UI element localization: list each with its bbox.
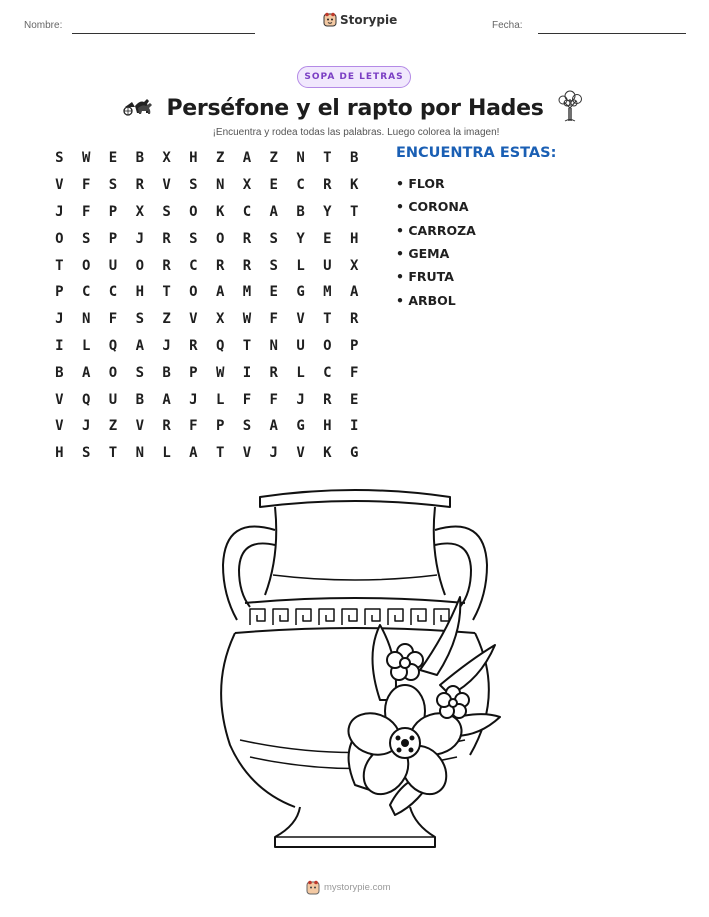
- vase-illustration: [205, 485, 505, 865]
- grid-letter: S: [162, 203, 171, 220]
- grid-letter: N: [269, 337, 278, 354]
- grid-letter: T: [162, 284, 171, 301]
- grid-letter: V: [55, 418, 64, 435]
- grid-letter: V: [135, 418, 144, 435]
- grid-letter: V: [55, 177, 64, 194]
- grid-letter: R: [242, 257, 252, 274]
- grid-letter: S: [269, 230, 278, 247]
- grid-letter: A: [135, 337, 144, 354]
- word-search-grid: [46, 145, 366, 467]
- grid-letter: V: [242, 445, 252, 462]
- grid-letter: A: [349, 284, 359, 301]
- grid-letter: O: [323, 337, 332, 354]
- grid-letter: C: [296, 177, 305, 194]
- grid-letter: E: [269, 284, 278, 301]
- grid-letter: T: [349, 203, 359, 220]
- tree-icon: [554, 90, 586, 122]
- grid-letter: T: [323, 311, 332, 328]
- grid-letter: O: [55, 230, 64, 247]
- grid-letter: R: [323, 177, 332, 194]
- grid-letter: R: [323, 391, 332, 408]
- grid-letter: H: [135, 284, 144, 301]
- grid-letter: F: [81, 203, 91, 220]
- grid-letter: S: [135, 311, 144, 328]
- grid-letter: V: [296, 311, 305, 328]
- grid-letter: R: [215, 257, 225, 274]
- grid-letter: O: [135, 257, 144, 274]
- grid-letter: J: [189, 391, 198, 408]
- grid-letter: K: [323, 445, 332, 462]
- grid-letter: N: [135, 445, 144, 462]
- name-line: [72, 33, 255, 34]
- grid-letter: R: [349, 311, 359, 328]
- grid-letter: R: [135, 177, 144, 194]
- grid-letter: O: [215, 230, 225, 247]
- grid-letter: G: [349, 445, 359, 462]
- grid-letter: C: [242, 203, 252, 220]
- grid-letter: E: [108, 150, 118, 167]
- grid-letter: U: [296, 337, 305, 354]
- grid-letter: G: [296, 284, 305, 301]
- grid-letter: X: [242, 177, 252, 194]
- storypie-logo-icon: [306, 880, 320, 895]
- grid-letter: F: [81, 177, 91, 194]
- grid-letter: R: [269, 364, 278, 381]
- grid-letter: B: [162, 364, 171, 381]
- grid-letter: B: [135, 150, 144, 167]
- grid-letter: Y: [296, 230, 305, 247]
- instructions-text: ¡Encuentra y rodea todas las palabras. Luego colorea la imagen!: [212, 127, 500, 138]
- grid-letter: W: [242, 311, 252, 328]
- grid-letter: L: [81, 337, 91, 354]
- grid-letter: F: [269, 311, 278, 328]
- grid-letter: H: [189, 150, 198, 167]
- word-list: [396, 172, 476, 312]
- grid-letter: O: [108, 364, 118, 381]
- chariot-icon: [122, 96, 154, 116]
- grid-letter: L: [296, 257, 305, 274]
- grid-letter: V: [162, 177, 171, 194]
- grid-letter: B: [296, 203, 305, 220]
- grid-letter: Z: [269, 150, 278, 167]
- grid-letter: P: [189, 364, 198, 381]
- grid-letter: V: [296, 445, 305, 462]
- grid-letter: W: [215, 364, 225, 381]
- grid-letter: S: [269, 257, 278, 274]
- grid-letter: C: [189, 257, 198, 274]
- grid-letter: Q: [81, 391, 91, 408]
- grid-letter: Q: [108, 337, 118, 354]
- grid-letter: P: [215, 418, 225, 435]
- grid-letter: T: [323, 150, 332, 167]
- grid-letter: P: [108, 203, 118, 220]
- grid-letter: S: [135, 364, 144, 381]
- grid-letter: X: [349, 257, 359, 274]
- grid-letter: S: [81, 230, 91, 247]
- grid-letter: O: [81, 257, 91, 274]
- grid-letter: A: [215, 284, 225, 301]
- grid-letter: F: [269, 391, 278, 408]
- grid-letter: P: [55, 284, 64, 301]
- grid-letter: S: [81, 445, 91, 462]
- grid-letter: I: [55, 337, 64, 354]
- grid-letter: B: [55, 364, 64, 381]
- grid-letter: T: [242, 337, 252, 354]
- word-item: • CARROZA: [396, 222, 476, 238]
- grid-letter: U: [108, 391, 118, 408]
- grid-letter: J: [55, 203, 64, 220]
- grid-letter: R: [162, 230, 171, 247]
- grid-letter: J: [296, 391, 305, 408]
- grid-letter: H: [323, 418, 332, 435]
- grid-letter: W: [81, 150, 91, 167]
- grid-letter: X: [162, 150, 171, 167]
- grid-letter: L: [215, 391, 225, 408]
- grid-letter: S: [108, 177, 118, 194]
- grid-letter: K: [215, 203, 225, 220]
- grid-letter: A: [81, 364, 91, 381]
- word-item: • CORONA: [396, 199, 469, 215]
- grid-letter: M: [323, 284, 332, 301]
- grid-letter: L: [162, 445, 171, 462]
- footer-url: mystorypie.com: [324, 882, 391, 893]
- grid-letter: Y: [323, 203, 332, 220]
- word-item: • GEMA: [396, 246, 450, 262]
- word-item: • FRUTA: [396, 269, 454, 285]
- name-label: Nombre:: [24, 20, 63, 31]
- grid-letter: G: [296, 418, 305, 435]
- grid-letter: S: [55, 150, 64, 167]
- grid-letter: C: [81, 284, 91, 301]
- grid-letter: I: [242, 364, 252, 381]
- grid-letter: B: [349, 150, 359, 167]
- grid-letter: P: [349, 337, 359, 354]
- grid-letter: V: [55, 391, 64, 408]
- grid-letter: X: [135, 203, 144, 220]
- grid-letter: O: [189, 284, 198, 301]
- grid-letter: J: [162, 337, 171, 354]
- grid-letter: F: [242, 391, 252, 408]
- grid-letter: U: [323, 257, 332, 274]
- grid-letter: E: [323, 230, 332, 247]
- grid-letter: A: [162, 391, 171, 408]
- grid-letter: V: [189, 311, 198, 328]
- grid-letter: A: [269, 203, 278, 220]
- activity-badge: SOPA DE LETRAS: [297, 66, 411, 88]
- grid-letter: J: [81, 418, 91, 435]
- word-item: • FLOR: [396, 176, 445, 192]
- grid-letter: N: [81, 311, 91, 328]
- grid-letter: U: [108, 257, 118, 274]
- date-label: Fecha:: [492, 20, 523, 31]
- grid-letter: P: [108, 230, 118, 247]
- grid-letter: H: [55, 445, 64, 462]
- grid-letter: F: [108, 311, 118, 328]
- grid-letter: T: [108, 445, 118, 462]
- brand-name: Storypie: [340, 12, 398, 27]
- grid-letter: O: [189, 203, 198, 220]
- grid-letter: M: [242, 284, 252, 301]
- grid-letter: R: [242, 230, 252, 247]
- storypie-logo-icon: [323, 12, 337, 27]
- grid-letter: A: [242, 150, 252, 167]
- grid-letter: F: [189, 418, 198, 435]
- grid-letter: F: [349, 364, 359, 381]
- grid-letter: N: [215, 177, 225, 194]
- grid-letter: T: [55, 257, 64, 274]
- grid-letter: Z: [108, 418, 118, 435]
- grid-letter: C: [108, 284, 118, 301]
- grid-letter: X: [215, 311, 225, 328]
- grid-letter: Q: [215, 337, 225, 354]
- grid-letter: C: [323, 364, 332, 381]
- grid-letter: A: [189, 445, 198, 462]
- grid-letter: I: [349, 418, 359, 435]
- grid-letter: B: [135, 391, 144, 408]
- grid-letter: R: [162, 257, 171, 274]
- page-title: Perséfone y el rapto por Hades: [166, 95, 544, 121]
- grid-letter: L: [296, 364, 305, 381]
- grid-letter: E: [269, 177, 278, 194]
- grid-letter: N: [296, 150, 305, 167]
- word-item: • ARBOL: [396, 292, 456, 308]
- grid-letter: E: [349, 391, 359, 408]
- grid-letter: A: [269, 418, 278, 435]
- grid-letter: Z: [215, 150, 225, 167]
- grid-letter: R: [162, 418, 171, 435]
- word-list-title: ENCUENTRA ESTAS:: [396, 145, 557, 161]
- date-line: [538, 33, 686, 34]
- grid-letter: J: [135, 230, 144, 247]
- grid-letter: R: [189, 337, 198, 354]
- grid-letter: S: [189, 177, 198, 194]
- grid-letter: S: [242, 418, 252, 435]
- grid-letter: K: [349, 177, 359, 194]
- grid-letter: J: [269, 445, 278, 462]
- brand-logo: [323, 12, 397, 27]
- footer: [306, 880, 391, 895]
- grid-letter: T: [215, 445, 225, 462]
- grid-letter: H: [349, 230, 359, 247]
- grid-letter: Z: [162, 311, 171, 328]
- grid-letter: S: [189, 230, 198, 247]
- grid-letter: J: [55, 311, 64, 328]
